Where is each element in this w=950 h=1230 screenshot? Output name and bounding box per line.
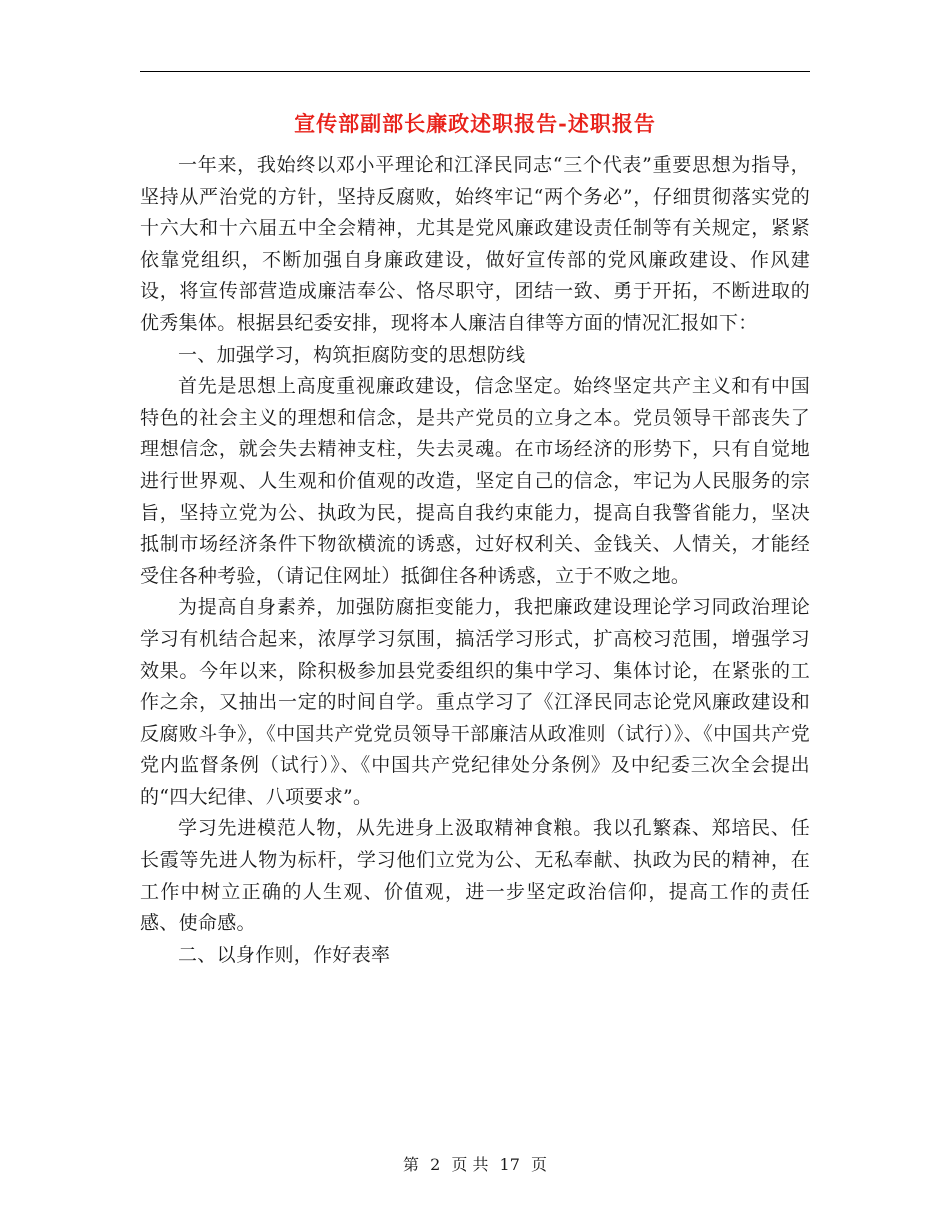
section-heading-2: 二、以身作则，作好表率 <box>178 943 391 966</box>
page-footer <box>0 1154 950 1176</box>
document-title: 宣传部副部长廉政述职报告-述职报告 <box>294 111 656 136</box>
paragraph-intro: 一年来，我始终以邓小平理论和江泽民同志“三个代表”重要思想为指导，坚持从严治党的方针，坚持反腐败，始终牢记“两个务必”，仔细贯彻落实党的十六大和十六届五中全会精神，尤其是党风廉政建设责任制等有关规定，紧紧依靠党组织，不断加强自身廉政建设，做好宣传部的党风廉政建设、作风建设，将宣传部营造成廉洁奉公、恪尽职守，团结一致、勇于开拓，不断进取的优秀集体。根据县纪委安排，现将本人廉洁自律等方面的情况汇报如下： <box>140 154 810 334</box>
footer-suffix: 页 <box>531 1155 548 1174</box>
paragraph-study: 为提高自身素养，加强防腐拒变能力，我把廉政建设理论学习同政治理论学习有机结合起来，浓厚学习氛围，搞活学习形式，扩高校习范围，增强学习效果。今年以来，除积极参加县党委组织的集中学习、集体讨论，在紧张的工作之余，又抽出一定的时间自学。重点学习了《江泽民同志论党风廉政建设和反腐败斗争》，《中国共产党党员领导干部廉洁从政准则（试行）》、《中国共产党党内监督条例（试行）》、《中国共产党纪律处分条例》及中纪委三次全会提出的“四大纪律、八项要求”。 <box>140 596 810 808</box>
header-rule <box>140 71 810 72</box>
footer-middle: 页 共 <box>451 1155 489 1174</box>
footer-page-number: 2 <box>430 1155 441 1174</box>
paragraph-role-models: 学习先进模范人物，从先进身上汲取精神食粮。我以孔繁森、郑培民、任长霞等先进人物为标杆，学习他们立党为公、无私奉献、执政为民的精神，在工作中树立正确的人生观、价值观，进一步坚定政治信仰，提高工作的责任感、使命感。 <box>140 817 810 935</box>
footer-prefix: 第 <box>402 1155 419 1174</box>
paragraph-ideology: 首先是思想上高度重视廉政建设，信念坚定。始终坚定共产主义和有中国特色的社会主义的理想和信念，是共产党员的立身之本。党员领导干部丧失了理想信念，就会失去精神支柱，失去灵魂。在市场经济的形势下，只有自觉地进行世界观、人生观和价值观的改造，坚定自己的信念，牢记为人民服务的宗旨，坚持立党为公、执政为民，提高自我约束能力，提高自我警省能力，坚决抵制市场经济条件下物欲横流的诱惑，过好权利关、金钱关、人情关，才能经受住各种考验，（请记住网址）抵御住各种诱惑，立于不败之地。 <box>140 375 810 587</box>
document-body <box>140 150 810 971</box>
footer-total-pages: 17 <box>499 1155 520 1174</box>
section-heading-1: 一、加强学习，构筑拒腐防变的思想防线 <box>178 343 526 366</box>
